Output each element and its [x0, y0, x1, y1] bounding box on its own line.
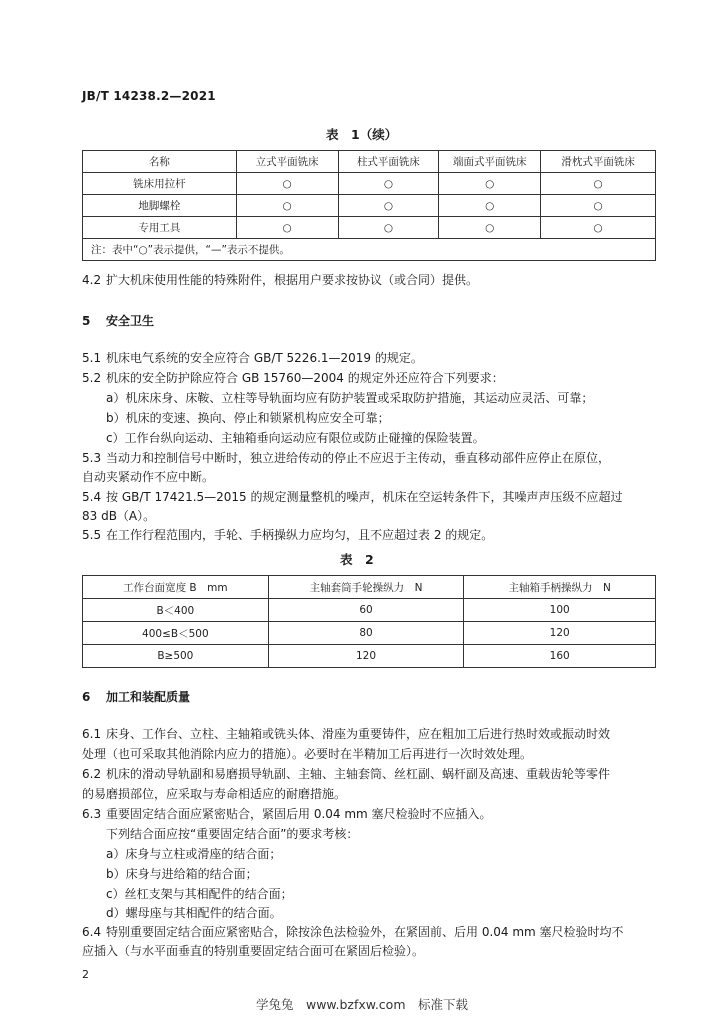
table1-header-row — [83, 151, 656, 173]
clause-text: 按 GB/T 17421.5—2015 的规定测量整机的噪声，机床在空运转条件下，其噪声声压级不应超过 — [106, 490, 623, 504]
clause-6-4 — [82, 924, 624, 940]
clause-number: 6.3 — [82, 807, 102, 821]
clause-number: 6.2 — [82, 767, 102, 781]
table2-cell: 100 — [464, 599, 656, 622]
table2-row — [83, 599, 656, 622]
table1-cell: ○ — [338, 195, 439, 217]
table2-header-row — [83, 576, 656, 599]
table1-cell: 地脚螺栓 — [83, 195, 237, 217]
list-item: b）床身与进给箱的结合面； — [106, 867, 258, 881]
clause-number: 4.2 — [82, 273, 102, 287]
table2-cell: B≥500 — [83, 645, 269, 668]
table1-cell: ○ — [338, 173, 439, 195]
clause-number: 5.4 — [82, 490, 102, 504]
section-number: 6 — [82, 690, 91, 704]
table1-note: 注：表中“○”表示提供，“—”表示不提供。 — [83, 239, 656, 261]
clause-4-2 — [82, 272, 478, 288]
clause-continuation: 下列结合面应按“重要固定结合面”的要求考核： — [106, 827, 359, 841]
table2-cell: 120 — [268, 645, 464, 668]
table2-cell: 60 — [268, 599, 464, 622]
table1-row — [83, 173, 656, 195]
table1-header-cell: 名称 — [83, 151, 237, 173]
section-title: 安全卫生 — [106, 314, 155, 328]
table1-row — [83, 195, 656, 217]
table2-header-cell: 主轴箱手柄操纵力 N — [464, 576, 656, 599]
table1-header-cell: 端面式平面铣床 — [439, 151, 541, 173]
clause-number: 6.1 — [82, 727, 102, 741]
clause-5-3 — [82, 450, 610, 466]
table2 — [82, 575, 656, 668]
table2-cell: 400≤B＜500 — [83, 622, 269, 645]
section-5-heading — [82, 313, 154, 329]
table1-header-cell: 柱式平面铣床 — [338, 151, 439, 173]
table1-cell: ○ — [236, 195, 338, 217]
clause-continuation: 应插入（与水平面垂直的特别重要固定结合面可在紧固后检验）。 — [82, 944, 425, 958]
clause-5-2 — [82, 370, 504, 386]
list-item: c）丝杠支架与其相配件的结合面； — [106, 887, 293, 901]
watermark: 学兔兔 www.bzfxw.com 标准下载 — [255, 997, 469, 1012]
clause-5-4 — [82, 489, 623, 505]
clause-continuation: 83 dB（A）。 — [82, 509, 156, 523]
table1-cell: ○ — [236, 217, 338, 239]
list-item: c）工作台纵向运动、主轴箱垂向运动应有限位或防止碰撞的保险装置。 — [106, 431, 485, 445]
page-number: 2 — [82, 968, 89, 981]
list-item: a）床身与立柱或滑座的结合面； — [106, 847, 282, 861]
table1-cell: ○ — [541, 195, 656, 217]
table1-cell: ○ — [236, 173, 338, 195]
table1-row — [83, 217, 656, 239]
clause-5-1 — [82, 350, 423, 366]
section-number: 5 — [82, 314, 91, 328]
table2-cell: 80 — [268, 622, 464, 645]
list-item: a）机床床身、床鞍、立柱等导轨面均应有防护装置或采取防护措施，其运动应灵活、可靠； — [106, 391, 594, 405]
table2-cell: B＜400 — [83, 599, 269, 622]
table2-cell: 160 — [464, 645, 656, 668]
clause-6-3 — [82, 806, 492, 822]
clause-continuation: 处理（也可采取其他消除内应力的措施）。必要时在半精加工后再进行一次时效处理。 — [82, 747, 533, 761]
standard-number: JB/T 14238.2—2021 — [82, 89, 216, 103]
table1 — [82, 150, 656, 261]
table1-cell: 铣床用拉杆 — [83, 173, 237, 195]
section-title: 加工和装配质量 — [106, 690, 191, 704]
table2-row — [83, 622, 656, 645]
clause-text: 当动力和控制信号中断时，独立进给传动的停止不应迟于主传动，垂直移动部件应停止在原位， — [106, 451, 611, 465]
list-item: b）机床的变速、换向、停止和锁紧机构应安全可靠； — [106, 411, 390, 425]
table2-row — [83, 645, 656, 668]
clause-text: 机床的安全防护除应符合 GB 15760—2004 的规定外还应符合下列要求： — [106, 371, 504, 385]
clause-text: 在工作行程范围内，手轮、手柄操纵力应均匀，且不应超过表 2 的规定。 — [106, 528, 494, 542]
clause-text: 特别重要固定结合面应紧密贴合，除按涂色法检验外，在紧固前、后用 0.04 mm 塞尺检验时均不 — [106, 925, 624, 939]
section-6-heading — [82, 689, 190, 705]
table1-cell: 专用工具 — [83, 217, 237, 239]
table2-caption: 表 2 — [340, 552, 374, 567]
table1-cell: ○ — [439, 173, 541, 195]
clause-text: 重要固定结合面应紧密贴合，紧固后用 0.04 mm 塞尺检验时不应插入。 — [106, 807, 492, 821]
table1-cell: ○ — [338, 217, 439, 239]
table2-header-cell: 主轴套筒手轮操纵力 N — [268, 576, 464, 599]
table2-cell: 120 — [464, 622, 656, 645]
table1-cell: ○ — [541, 173, 656, 195]
clause-text: 机床电气系统的安全应符合 GB/T 5226.1—2019 的规定。 — [106, 351, 423, 365]
table1-header-cell: 滑枕式平面铣床 — [541, 151, 656, 173]
clause-number: 5.1 — [82, 351, 102, 365]
clause-text: 扩大机床使用性能的特殊附件，根据用户要求按协议（或合同）提供。 — [106, 273, 479, 287]
clause-6-1 — [82, 726, 610, 742]
table1-note-row — [83, 239, 656, 261]
table1-header-cell: 立式平面铣床 — [236, 151, 338, 173]
table1-cell: ○ — [541, 217, 656, 239]
clause-number: 5.5 — [82, 528, 102, 542]
clause-continuation: 自动夹紧动作不应中断。 — [82, 470, 215, 484]
table1-cell: ○ — [439, 217, 541, 239]
table1-caption: 表 1（续） — [326, 127, 398, 142]
table2-header-cell: 工作台面宽度 B mm — [83, 576, 269, 599]
table1-cell: ○ — [439, 195, 541, 217]
list-item: d）螺母座与其相配件的结合面。 — [106, 906, 282, 920]
clause-number: 6.4 — [82, 925, 102, 939]
clause-number: 5.2 — [82, 371, 102, 385]
clause-continuation: 的易磨损部位，应采取与寿命相适应的耐磨措施。 — [82, 787, 347, 801]
clause-text: 机床的滑动导轨副和易磨损导轨副、主轴、主轴套筒、丝杠副、蜗杆副及高速、重载齿轮等零件 — [106, 767, 611, 781]
clause-6-2 — [82, 766, 610, 782]
clause-text: 床身、工作台、立柱、主轴箱或铣头体、滑座为重要铸件，应在粗加工后进行热时效或振动时效 — [106, 727, 611, 741]
clause-number: 5.3 — [82, 451, 102, 465]
clause-5-5 — [82, 527, 493, 543]
